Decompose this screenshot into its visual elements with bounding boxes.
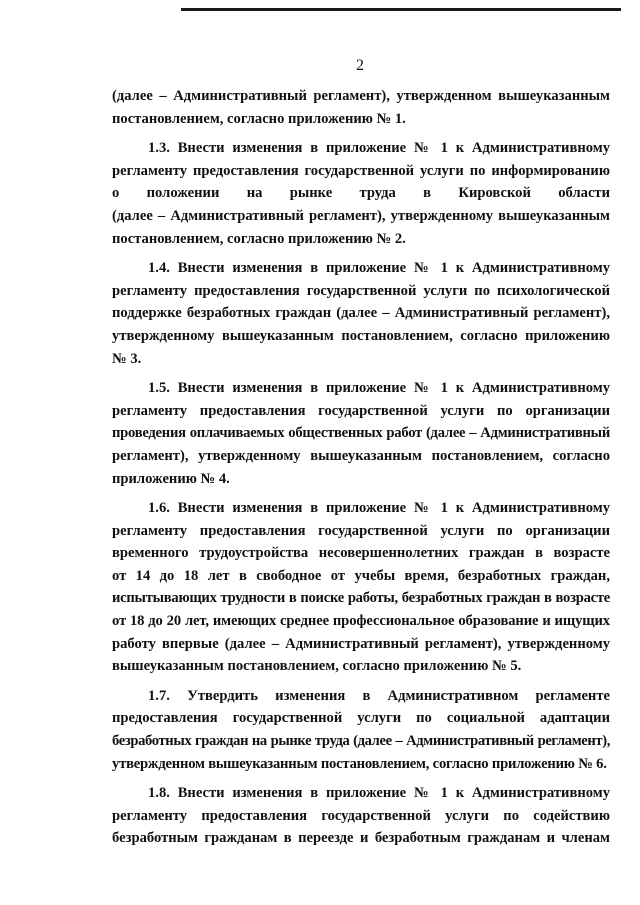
text-line: регламенту предоставления государственной услуги по психологической <box>112 282 610 299</box>
text-line: 1.5. Внести изменения в приложение № 1 к Административному <box>148 380 610 397</box>
paragraph-1-6 <box>112 497 610 678</box>
text-line: приложению № 4. <box>112 470 230 487</box>
text-line: проведения оплачиваемых общественных работ (далее – Административный <box>112 425 610 442</box>
top-rule <box>181 8 621 11</box>
paragraph-1-5 <box>112 377 610 490</box>
text-line: 1.8. Внести изменения в приложение № 1 к Административному <box>148 785 610 802</box>
text-line: регламенту предоставления государственной услуги по информированию <box>112 162 610 179</box>
paragraph-1-4 <box>112 257 610 370</box>
text-line: 1.3. Внести изменения в приложение № 1 к Административному <box>148 140 610 157</box>
text-line: работу впервые (далее – Административный регламент), утвержденному <box>112 635 610 652</box>
text-line: утвержденном вышеуказанным постановлением, согласно приложению № 6. <box>112 755 607 772</box>
text-line: 1.7. Утвердить изменения в Административном регламенте <box>148 687 610 704</box>
document-body <box>112 85 610 850</box>
text-line: № 3. <box>112 350 142 367</box>
text-line: регламенту предоставления государственной услуги по организации <box>112 522 610 539</box>
text-line: предоставления государственной услуги по социальной адаптации <box>112 710 610 727</box>
text-line: временного трудоустройства несовершеннолетних граждан в возрасте <box>112 545 610 562</box>
text-line: о положении на рынке труда в Кировской области <box>112 185 610 202</box>
text-line: 1.6. Внести изменения в приложение № 1 к Административному <box>148 500 610 517</box>
text-line: вышеуказанным постановлением, согласно приложению № 5. <box>112 658 522 675</box>
text-line: безработным гражданам в переезде и безработным гражданам и членам <box>112 830 610 847</box>
text-line: от 14 до 18 лет в свободное от учебы время, безработных граждан, <box>112 567 610 584</box>
paragraph-continuation <box>112 85 610 130</box>
text-line: поддержке безработных граждан (далее – Административный регламент), <box>112 305 610 322</box>
text-line: безработных граждан на рынке труда (далее – Административный регламент), <box>112 733 610 750</box>
text-line: постановлением, согласно приложению № 1. <box>112 110 406 127</box>
text-line: 1.4. Внести изменения в приложение № 1 к Административному <box>148 260 610 277</box>
paragraph-1-7 <box>112 685 610 775</box>
text-line: испытывающих трудности в поиске работы, безработных граждан в возрасте <box>112 590 610 607</box>
text-line: регламенту предоставления государственной услуги по содействию <box>112 807 610 824</box>
text-line: утвержденному вышеуказанным постановлением, согласно приложению <box>112 327 610 344</box>
text-line: (далее – Административный регламент), утвержденному вышеуказанным <box>112 207 610 224</box>
text-line: (далее – Административный регламент), утвержденном вышеуказанным <box>112 88 610 104</box>
page-number: 2 <box>356 57 364 74</box>
text-line: постановлением, согласно приложению № 2. <box>112 230 406 247</box>
paragraph-1-8 <box>112 782 610 850</box>
paragraph-1-3 <box>112 137 610 250</box>
text-line: регламент), утвержденному вышеуказанным постановлением, согласно <box>112 447 610 464</box>
text-line: от 18 до 20 лет, имеющих среднее профессиональное образование и ищущих <box>112 613 610 630</box>
text-line: регламенту предоставления государственной услуги по организации <box>112 402 610 419</box>
